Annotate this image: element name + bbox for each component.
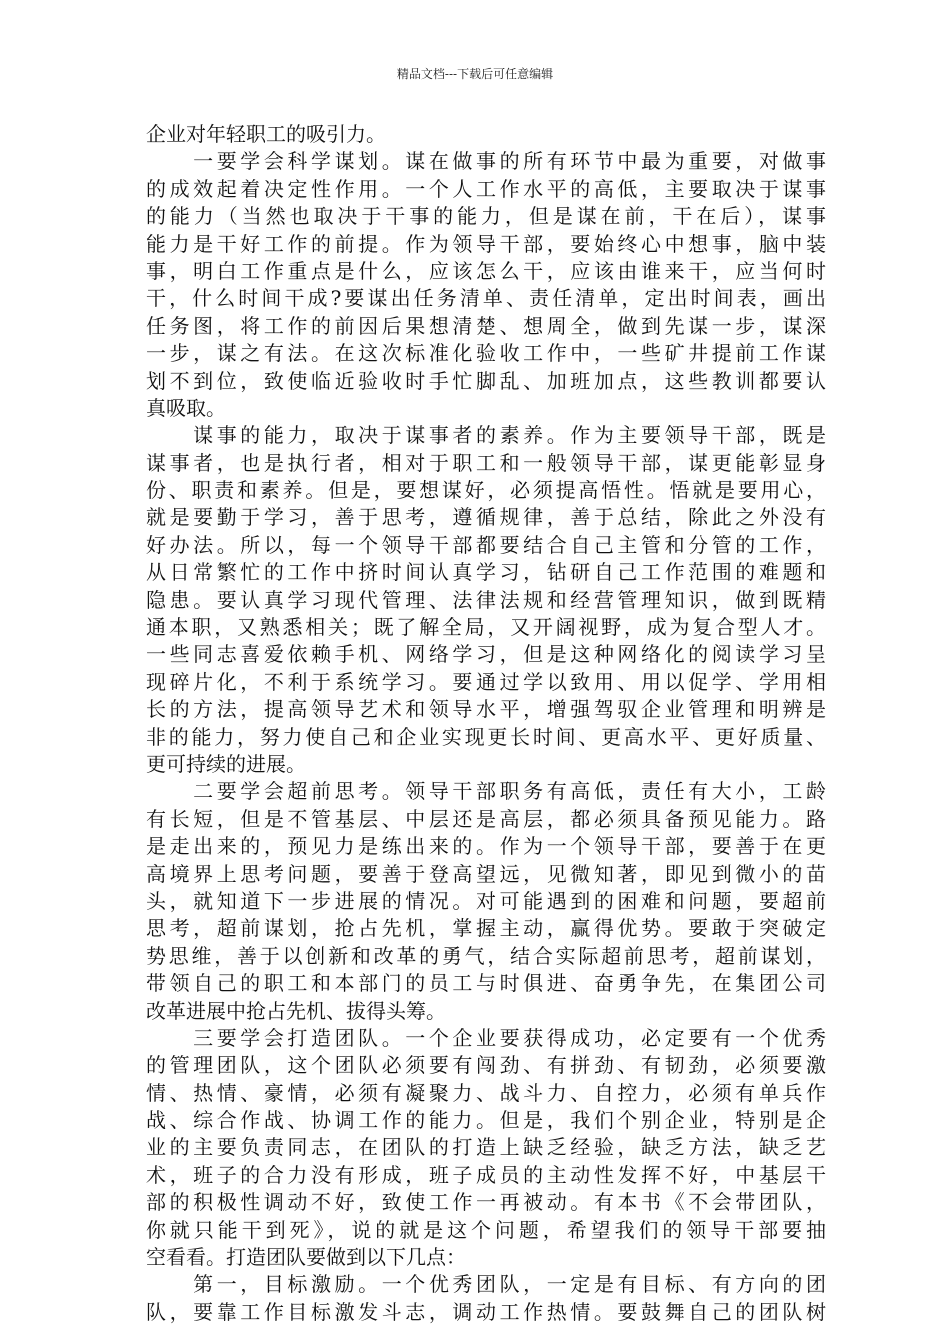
text-line: 就是要勤于学习，善于思考，遵循规律，善于总结，除此之外没有: [146, 505, 826, 530]
text-line: 隐患。要认真学习现代管理、法律法规和经营管理知识，做到既精: [146, 587, 826, 612]
text-line: 二要学会超前思考。领导干部职务有高低，责任有大小，工龄: [146, 779, 826, 804]
text-line: 三要学会打造团队。一个企业要获得成功，必定要有一个优秀: [146, 1025, 826, 1050]
text-line: 情、热情、豪情，必须有凝聚力、战斗力、自控力，必须有单兵作: [146, 1080, 826, 1105]
text-line: 的能力（当然也取决于干事的能力，但是谋在前，干在后），谋事: [146, 204, 826, 229]
text-line: 更可持续的进展。: [146, 751, 306, 776]
text-line: 非的能力，努力使自己和企业实现更长时间、更高水平、更好质量、: [146, 724, 826, 749]
text-line: 一要学会科学谋划。谋在做事的所有环节中最为重要，对做事: [146, 149, 826, 174]
text-line: 空看看。打造团队要做到以下几点：: [146, 1245, 466, 1270]
text-line: 改革进展中抢占先机、拔得头筹。: [146, 998, 446, 1023]
text-line: 思考，超前谋划，抢占先机，掌握主动，赢得优势。要敢于突破定: [146, 916, 826, 941]
text-line: 企业对年轻职工的吸引力。: [146, 122, 386, 146]
text-line: 能力是干好工作的前提。作为领导干部，要始终心中想事，脑中装: [146, 231, 826, 256]
text-line: 势思维，善于以创新和改革的勇气，结合实际超前思考，超前谋划，: [146, 943, 826, 968]
text-line: 头，就知道下一步进展的情况。对可能遇到的困难和问题，要超前: [146, 888, 826, 913]
text-line: 长的方法，提高领导艺术和领导水平，增强驾驭企业管理和明辨是: [146, 697, 826, 722]
page-header: 精品文档---下载后可任意编辑: [396, 67, 554, 81]
text-line: 真吸取。: [146, 395, 226, 420]
text-line: 业的主要负责同志，在团队的打造上缺乏经验，缺乏方法，缺乏艺: [146, 1135, 826, 1160]
text-line: 的管理团队，这个团队必须要有闯劲、有拼劲、有韧劲，必须要激: [146, 1053, 826, 1078]
text-line: 谋事的能力，取决于谋事者的素养。作为主要领导干部，既是: [146, 423, 826, 448]
text-line: 一些同志喜爱依赖手机、网络学习，但是这种网络化的阅读学习呈: [146, 642, 826, 667]
text-line: 你就只能干到死》，说的就是这个问题，希望我们的领导干部要抽: [146, 1217, 826, 1242]
text-line: 部的积极性调动不好，致使工作一再被动。有本书《不会带团队，: [146, 1190, 826, 1215]
text-line: 是走出来的，预见力是练出来的。作为一个领导干部，要善于在更: [146, 834, 826, 859]
text-line: 的成效起着决定性作用。一个人工作水平的高低，主要取决于谋事: [146, 176, 826, 201]
text-line: 术，班子的合力没有形成，班子成员的主动性发挥不好，中基层干: [146, 1162, 826, 1187]
text-line: 高境界上思考问题，要善于登高望远，见微知著，即见到微小的苗: [146, 861, 826, 886]
text-line: 从日常繁忙的工作中挤时间认真学习，钻研自己工作范围的难题和: [146, 560, 826, 585]
text-line: 有长短，但是不管基层、中层还是高层，都必须具备预见能力。路: [146, 806, 826, 831]
body-text: [146, 121, 826, 1326]
text-line: 通本职，又熟悉相关；既了解全局，又开阔视野，成为复合型人才。: [146, 615, 826, 640]
text-line: 份、职责和素养。但是，要想谋好，必须提高悟性。悟就是要用心，: [146, 478, 826, 503]
text-line: 任务图，将工作的前因后果想清楚、想周全，做到先谋一步，谋深: [146, 313, 826, 338]
text-line: 事，明白工作重点是什么，应该怎么干，应该由谁来干，应当何时: [146, 258, 826, 283]
text-line: 带领自己的职工和本部门的员工与时俱进、奋勇争先，在集团公司: [146, 971, 826, 996]
text-line: 队，要靠工作目标激发斗志，调动工作热情。要鼓舞自己的团队树: [146, 1299, 826, 1324]
text-line: 第一，目标激励。一个优秀团队，一定是有目标、有方向的团: [146, 1272, 826, 1297]
text-line: 一步，谋之有法。在这次标准化验收工作中，一些矿井提前工作谋: [146, 341, 826, 366]
text-line: 好办法。所以，每一个领导干部都要结合自己主管和分管的工作，: [146, 532, 826, 557]
text-line: 战、综合作战、协调工作的能力。但是，我们个别企业，特别是企: [146, 1108, 826, 1133]
text-line: 划不到位，致使临近验收时手忙脚乱、加班加点，这些教训都要认: [146, 368, 826, 393]
text-line: 现碎片化，不利于系统学习。要通过学以致用、用以促学、学用相: [146, 669, 826, 694]
text-line: 谋事者，也是执行者，相对于职工和一般领导干部，谋更能彰显身: [146, 450, 826, 475]
text-line: 干，什么时间干成?要谋出任务清单、责任清单，定出时间表，画出: [146, 286, 826, 311]
